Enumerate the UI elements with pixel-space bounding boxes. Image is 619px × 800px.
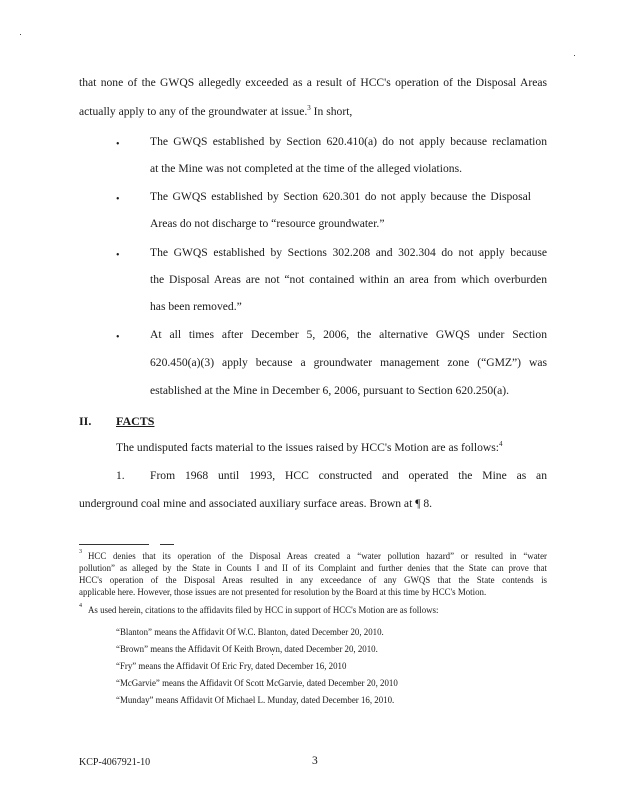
- bullet-icon: •: [116, 332, 120, 343]
- citation-item: “Brown” means the Affidavit Of Keith Brown, dated December 20, 2010.: [116, 644, 378, 654]
- body-line-text: In short,: [313, 105, 353, 118]
- footnote-line: pollution” as alleged by the State in Counts I and II of its Complaint and further denies that the State can prove that: [79, 563, 547, 573]
- bullet-line: The GWQS established by Section 620.410(a) do not apply because reclamation: [150, 135, 547, 148]
- body-line: that none of the GWQS allegedly exceeded as a result of HCC's operation of the Disposal Areas: [79, 76, 547, 89]
- facts-intro: [116, 441, 503, 454]
- citation-item: “Fry” means the Affidavit Of Eric Fry, dated December 16, 2010: [116, 661, 347, 671]
- footnote-line: HCC denies that its operation of the Disposal Areas created a “water pollution hazard” or resulted in “water: [88, 551, 547, 561]
- fact-number: 1.: [116, 469, 125, 482]
- citation-item: “Blanton” means the Affidavit Of W.C. Blanton, dated December 20, 2010.: [116, 627, 384, 637]
- fact-line: underground coal mine and associated auxiliary surface areas. Brown at ¶ 8.: [79, 497, 433, 510]
- facts-intro-text: The undisputed facts material to the issues raised by HCC's Motion are as follows:: [116, 441, 500, 454]
- body-line-text: actually apply to any of the groundwater at issue.: [79, 105, 308, 118]
- footnote-line: HCC's operation of the Disposal Areas resulted in any exceedance of any GWQS that the State contends is: [79, 575, 547, 585]
- citation-item: “Munday” means Affidavit Of Michael L. Munday, dated December 16, 2010.: [116, 695, 395, 705]
- document-id: KCP-4067921-10: [79, 757, 151, 768]
- bullet-line: at the Mine was not completed at the time of the alleged violations.: [150, 162, 462, 175]
- section-title-text: FACTS: [116, 414, 155, 428]
- footnote-ref: 3: [307, 104, 311, 113]
- bullet-icon: •: [116, 250, 120, 261]
- scan-speck: [20, 34, 21, 35]
- bullet-line: the Disposal Areas are not “not contained within an area from which overburden: [150, 273, 547, 286]
- scan-speck: [574, 55, 575, 56]
- footnote-separator: [160, 544, 174, 545]
- section-number: II.: [79, 414, 92, 428]
- section-title: [116, 414, 154, 429]
- footnote-separator: [79, 544, 149, 545]
- citation-item: “McGarvie” means the Affidavit Of Scott McGarvie, dated December 20, 2010: [116, 678, 398, 688]
- footnote-mark: 3: [79, 549, 82, 555]
- bullet-line: established at the Mine in December 6, 2006, pursuant to Section 620.250(a).: [150, 384, 509, 397]
- bullet-line: Areas do not discharge to “resource groundwater.”: [150, 217, 385, 230]
- footnote-line: As used herein, citations to the affidavits filed by HCC in support of HCC's Motion are as follows:: [88, 605, 439, 615]
- bullet-line: At all times after December 5, 2006, the alternative GWQS under Section: [150, 328, 547, 341]
- bullet-line: The GWQS established by Section 620.301 do not apply because the Disposal: [150, 190, 531, 203]
- bullet-icon: •: [116, 194, 120, 205]
- scan-speck: [272, 654, 273, 655]
- fact-line: From 1968 until 1993, HCC constructed and operated the Mine as an: [150, 469, 547, 482]
- bullet-line: 620.450(a)(3) apply because a groundwater management zone (“GMZ”) was: [150, 356, 547, 369]
- footnote-mark: 4: [79, 603, 82, 609]
- footnote-ref: 4: [499, 440, 503, 449]
- bullet-line: The GWQS established by Sections 302.208 and 302.304 do not apply because: [150, 246, 547, 259]
- body-line: [79, 105, 352, 118]
- bullet-icon: •: [116, 139, 120, 150]
- footnote-line: applicable here. However, those issues are not presented for resolution by the Board at this time by HCC's Motion.: [79, 587, 487, 597]
- bullet-line: has been removed.”: [150, 300, 242, 313]
- page-number: 3: [312, 755, 318, 767]
